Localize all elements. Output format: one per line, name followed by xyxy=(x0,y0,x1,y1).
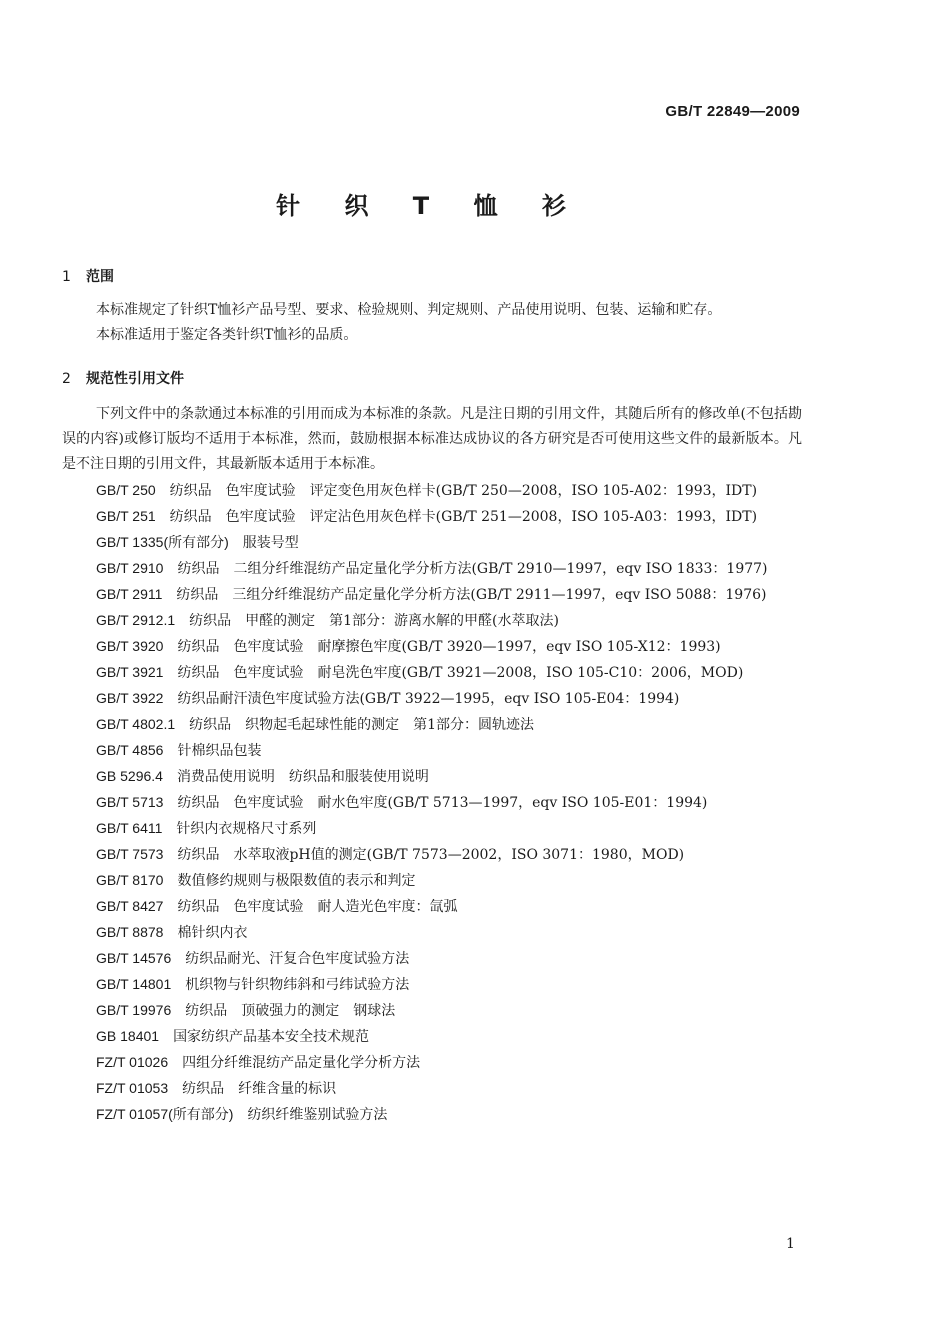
reference-code: GB/T 2912.1 xyxy=(96,612,176,628)
reference-title: 纺织品 三组分纤维混纺产品定量化学分析方法(GB/T 2911—1997，eqv ISO 5088：1976) xyxy=(176,587,767,603)
reference-title: 纺织品 色牢度试验 耐皂洗色牢度(GB/T 3921—2008，ISO 105-C10：2006，MOD) xyxy=(177,665,744,681)
reference-title: 针棉织品包装 xyxy=(177,743,262,759)
reference-item xyxy=(62,660,802,686)
reference-code: GB/T 8170 xyxy=(96,872,164,888)
section-2-number: 2 xyxy=(62,371,71,387)
reference-item xyxy=(62,998,802,1024)
reference-item xyxy=(62,972,802,998)
reference-code: GB 5296.4 xyxy=(96,768,163,784)
reference-item xyxy=(62,1102,802,1128)
reference-title: 机织物与针织物纬斜和弓纬试验方法 xyxy=(185,977,410,993)
reference-item xyxy=(62,790,802,816)
reference-item xyxy=(62,1050,802,1076)
reference-title: 四组分纤维混纺产品定量化学分析方法 xyxy=(182,1055,421,1071)
reference-code: GB/T 19976 xyxy=(96,1002,172,1018)
reference-code: GB/T 4856 xyxy=(96,742,164,758)
reference-code: FZ/T 01057(所有部分) xyxy=(96,1106,234,1122)
reference-item xyxy=(62,504,802,530)
reference-code: GB 18401 xyxy=(96,1028,160,1044)
document-title: 针 织 T 恤 衫 xyxy=(276,192,584,220)
reference-item xyxy=(62,764,802,790)
reference-item xyxy=(62,920,802,946)
reference-item xyxy=(62,816,802,842)
reference-title: 纺织品 色牢度试验 耐摩擦色牢度(GB/T 3920—1997，eqv ISO 105-X12：1993) xyxy=(177,639,721,655)
reference-item xyxy=(62,738,802,764)
reference-title: 纺织品 顶破强力的测定 钢球法 xyxy=(185,1003,396,1019)
reference-title: 消费品使用说明 纺织品和服装使用说明 xyxy=(176,769,429,785)
reference-title: 纺织品 色牢度试验 耐人造光色牢度：氙弧 xyxy=(177,899,458,915)
reference-code: GB/T 5713 xyxy=(96,794,164,810)
reference-item xyxy=(62,1024,802,1050)
reference-code: GB/T 14801 xyxy=(96,976,172,992)
reference-code: GB/T 250 xyxy=(96,482,156,498)
reference-code: GB/T 3922 xyxy=(96,690,164,706)
reference-item xyxy=(62,868,802,894)
reference-title: 纺织品耐汗渍色牢度试验方法(GB/T 3922—1995，eqv ISO 105-E04：1994) xyxy=(177,691,680,707)
reference-item xyxy=(62,894,802,920)
section-2-heading xyxy=(62,368,184,388)
section-1-body xyxy=(62,298,802,348)
reference-title: 数值修约规则与极限数值的表示和判定 xyxy=(177,873,416,889)
section-1-paragraph: 本标准适用于鉴定各类针织T恤衫的品质。 xyxy=(96,327,358,343)
reference-item xyxy=(62,686,802,712)
section-1-number: 1 xyxy=(62,269,71,285)
section-1-title: 范围 xyxy=(86,269,114,285)
reference-code: GB/T 3921 xyxy=(96,664,164,680)
reference-title: 纺织品 水萃取液pH值的测定(GB/T 7573—2002，ISO 3071：1980，MOD) xyxy=(177,847,685,863)
reference-code: GB/T 7573 xyxy=(96,846,164,862)
section-2-title: 规范性引用文件 xyxy=(86,371,184,387)
normative-references-list xyxy=(62,478,802,1128)
reference-code: GB/T 4802.1 xyxy=(96,716,176,732)
reference-title: 针织内衣规格尺寸系列 xyxy=(176,821,317,837)
reference-item xyxy=(62,946,802,972)
reference-title: 棉针织内衣 xyxy=(177,925,248,941)
reference-title: 纺织品耐光、汗复合色牢度试验方法 xyxy=(185,951,410,967)
reference-title: 纺织品 色牢度试验 耐水色牢度(GB/T 5713—1997，eqv ISO 105-E01：1994) xyxy=(177,795,708,811)
reference-item xyxy=(62,842,802,868)
reference-code: GB/T 2911 xyxy=(96,586,163,602)
reference-item xyxy=(62,556,802,582)
reference-title: 国家纺织产品基本安全技术规范 xyxy=(173,1029,370,1045)
reference-code: FZ/T 01026 xyxy=(96,1054,169,1070)
section-2-intro xyxy=(62,402,802,477)
reference-code: GB/T 8878 xyxy=(96,924,164,940)
reference-title: 纺织品 色牢度试验 评定变色用灰色样卡(GB/T 250—2008，ISO 105-A02：1993，IDT) xyxy=(169,483,758,499)
reference-code: GB/T 251 xyxy=(96,508,156,524)
standard-code: GB/T 22849—2009 xyxy=(665,103,800,120)
reference-code: GB/T 1335(所有部分) xyxy=(96,534,229,550)
reference-title: 纺织品 织物起毛起球性能的测定 第1部分：圆轨迹法 xyxy=(189,717,535,733)
reference-code: GB/T 6411 xyxy=(96,820,163,836)
reference-item xyxy=(62,478,802,504)
reference-item xyxy=(62,608,802,634)
reference-item xyxy=(62,530,802,556)
reference-item xyxy=(62,582,802,608)
reference-title: 纺织品 纤维含量的标识 xyxy=(182,1081,337,1097)
reference-item xyxy=(62,712,802,738)
reference-code: GB/T 14576 xyxy=(96,950,172,966)
reference-item xyxy=(62,634,802,660)
section-2-intro-paragraph: 下列文件中的条款通过本标准的引用而成为本标准的条款。凡是注日期的引用文件，其随后所有的修改单(不包括勘误的内容)或修订版均不适用于本标准，然而，鼓励根据本标准达成协议的各方研究是否可使用这些文件的最新版本。凡是不注日期的引用文件，其最新版本适用于本标准。 xyxy=(62,406,802,472)
reference-code: GB/T 8427 xyxy=(96,898,164,914)
reference-title: 服装号型 xyxy=(242,535,299,551)
page-number: 1 xyxy=(786,1236,795,1252)
section-1-heading xyxy=(62,266,114,286)
reference-title: 纺织品 色牢度试验 评定沾色用灰色样卡(GB/T 251—2008，ISO 105-A03：1993，IDT) xyxy=(169,509,758,525)
reference-code: GB/T 3920 xyxy=(96,638,164,654)
reference-title: 纺织品 甲醛的测定 第1部分：游离水解的甲醛(水萃取法) xyxy=(189,613,559,629)
section-1-paragraph: 本标准规定了针织T恤衫产品号型、要求、检验规则、判定规则、产品使用说明、包装、运输和贮存。 xyxy=(96,302,722,318)
reference-item xyxy=(62,1076,802,1102)
reference-title: 纺织品 二组分纤维混纺产品定量化学分析方法(GB/T 2910—1997，eqv ISO 1833：1977) xyxy=(177,561,768,577)
reference-code: FZ/T 01053 xyxy=(96,1080,169,1096)
reference-code: GB/T 2910 xyxy=(96,560,164,576)
reference-title: 纺织纤维鉴别试验方法 xyxy=(247,1107,388,1123)
